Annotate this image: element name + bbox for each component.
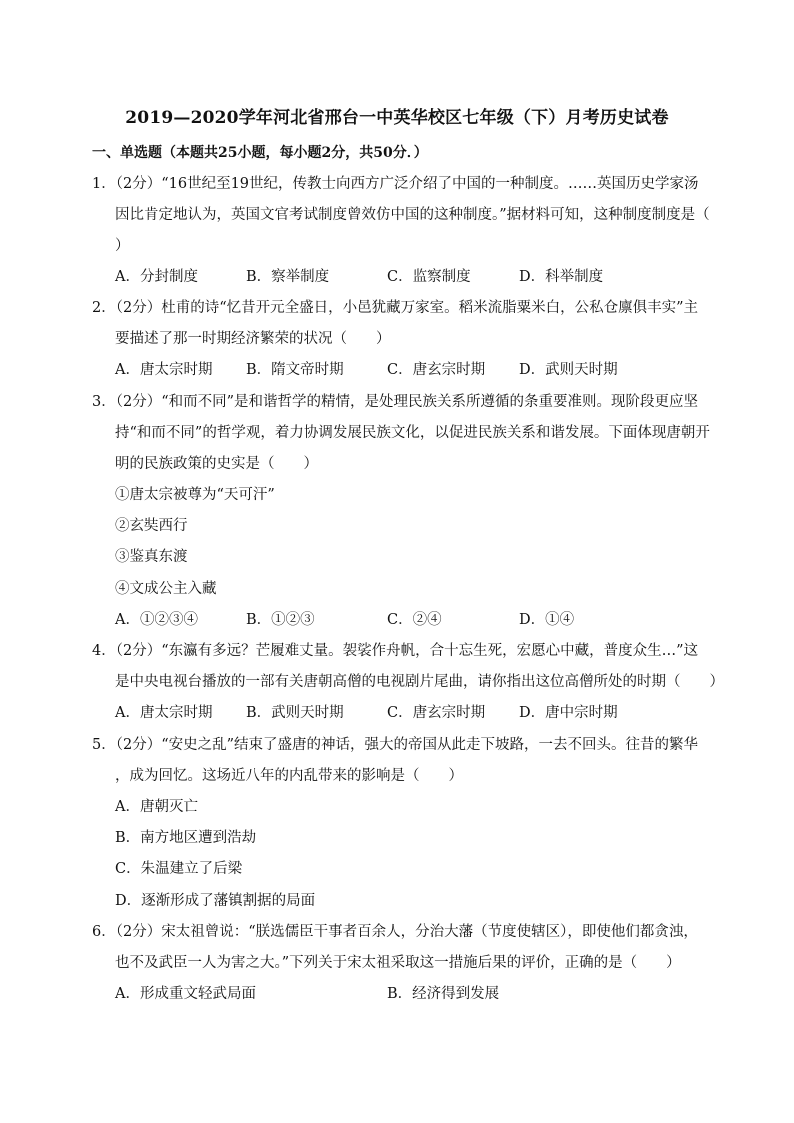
question-1-option-b[interactable]: B．察举制度	[246, 269, 330, 285]
exam-title: 2019—2020学年河北省邢台一中英华校区七年级（下）月考历史试卷	[125, 108, 669, 128]
question-2-line-1: 2．（2分）杜甫的诗“忆昔开元全盛日，小邑犹藏万家室。稻米流脂粟米白，公私仓廪俱丰实”主	[92, 300, 699, 316]
question-5-option-d[interactable]: D．逐渐形成了藩镇割据的局面	[115, 893, 316, 909]
question-4-option-b[interactable]: B．武则天时期	[246, 705, 344, 721]
question-3-line-1: 3．（2分）“和而不同”是和谐哲学的精情，是处理民族关系所遵循的条重要准则。现阶段更应坚	[92, 394, 699, 410]
question-3-item-2: ②玄奘西行	[115, 518, 188, 534]
question-1-line-3: ）	[115, 238, 130, 254]
question-6-option-a[interactable]: A．形成重文轻武局面	[115, 986, 256, 1002]
question-1-line-2: 因比肯定地认为，英国文官考试制度曾效仿中国的这种制度。”据材料可知，这种制度制度是（	[115, 207, 710, 223]
question-5-line-2: ，成为回忆。这场近八年的内乱带来的影响是（ ）	[115, 768, 463, 784]
question-6-line-1: 6．（2分）宋太祖曾说：“朕选儒臣干事者百余人，分治大藩（节度使辖区），即使他们都贪浊，	[92, 924, 698, 940]
question-1-option-c[interactable]: C．监察制度	[387, 269, 471, 285]
question-2-option-a[interactable]: A．唐太宗时期	[115, 362, 213, 378]
section-heading: 一、单选题（本题共25小题，每小题2分，共50分．）	[92, 145, 428, 161]
question-3-item-4: ④文成公主入藏	[115, 581, 217, 597]
question-5-option-a[interactable]: A．唐朝灭亡	[115, 799, 198, 815]
question-4-line-1: 4．（2分）“东瀛有多远？芒履难丈量。袈裟作舟帆，合十忘生死，宏愿心中藏，普度众生…”这	[92, 643, 699, 659]
question-4-option-c[interactable]: C．唐玄宗时期	[387, 705, 486, 721]
question-4-line-2: 是中央电视台播放的一部有关唐朝高僧的电视剧片尾曲，请你指出这位高僧所处的时期（ ）	[115, 674, 724, 690]
question-3-option-c[interactable]: C．②④	[387, 612, 442, 628]
question-4-option-d[interactable]: D．唐中宗时期	[519, 705, 618, 721]
question-6-option-b[interactable]: B．经济得到发展	[387, 986, 500, 1002]
question-2-line-2: 要描述了那一时期经济繁荣的状况（ ）	[115, 331, 391, 347]
question-5-line-1: 5．（2分）“安史之乱”结束了盛唐的神话，强大的帝国从此走下坡路，一去不回头。往昔的繁华	[92, 737, 699, 753]
question-5-option-c[interactable]: C．朱温建立了后梁	[115, 861, 243, 877]
question-6-line-2: 也不及武臣一人为害之大。”下列关于宋太祖采取这一措施后果的评价，正确的是（ ）	[115, 955, 681, 971]
question-3-option-d[interactable]: D．①④	[519, 612, 575, 628]
question-1-line-1: 1．（2分）“16世纪至19世纪，传教士向西方广泛介绍了中国的一种制度。……英国历史学家汤	[92, 176, 699, 192]
question-2-option-d[interactable]: D．武则天时期	[519, 362, 618, 378]
question-1-option-a[interactable]: A．分封制度	[115, 269, 198, 285]
question-3-option-a[interactable]: A．①②③④	[115, 612, 198, 628]
question-3-item-3: ③鉴真东渡	[115, 549, 188, 565]
question-3-line-3: 明的民族政策的史实是（ ）	[115, 456, 318, 472]
question-4-option-a[interactable]: A．唐太宗时期	[115, 705, 213, 721]
question-5-option-b[interactable]: B．南方地区遭到浩劫	[115, 830, 257, 846]
question-3-line-2: 持“和而不同”的哲学观，着力协调发展民族文化，以促进民族关系和谐发展。下面体现唐朝开	[115, 425, 710, 441]
question-2-option-b[interactable]: B．隋文帝时期	[246, 362, 344, 378]
question-2-option-c[interactable]: C．唐玄宗时期	[387, 362, 486, 378]
question-3-item-1: ①唐太宗被尊为“天可汗”	[115, 487, 275, 503]
question-1-option-d[interactable]: D．科举制度	[519, 269, 604, 285]
question-3-option-b[interactable]: B．①②③	[246, 612, 315, 628]
